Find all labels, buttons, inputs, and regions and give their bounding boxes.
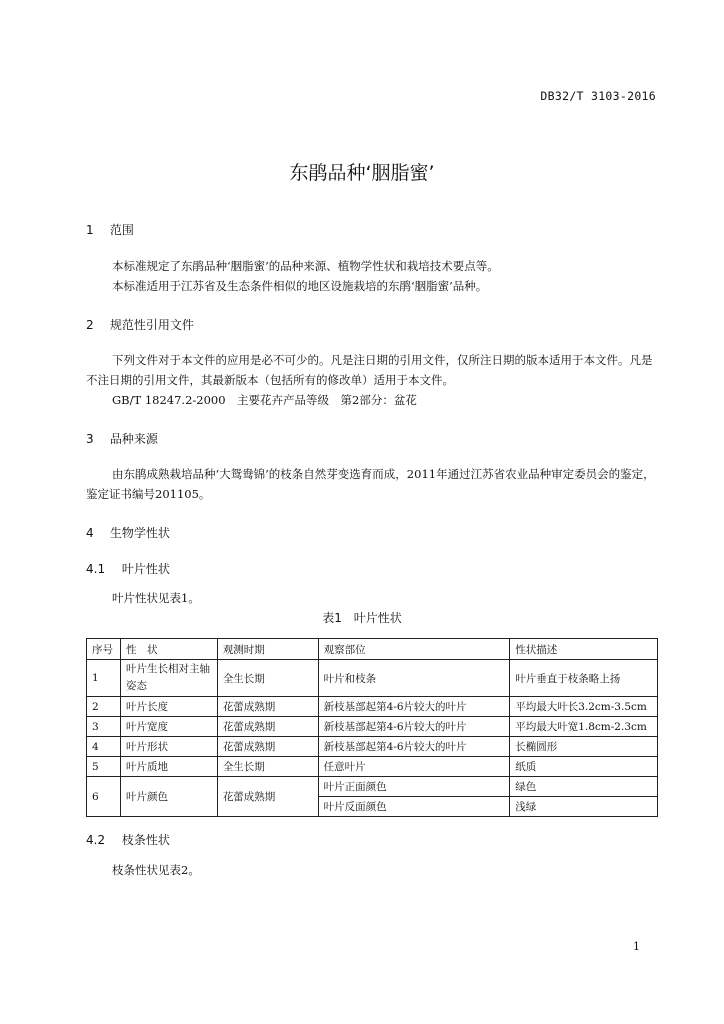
cell-part: 叶片和枝条: [318, 660, 510, 697]
section-number: 4.1: [86, 562, 106, 576]
cell-trait: 叶片颜色: [120, 777, 217, 817]
cell-no: 4: [87, 737, 121, 757]
cell-part: 叶片正面颜色: [318, 777, 510, 797]
cell-part: 叶片反面颜色: [318, 797, 510, 817]
column-header: 序号: [87, 639, 121, 660]
table-1-caption: [0, 609, 724, 626]
cell-period: 花蕾成熟期: [217, 717, 318, 737]
section-1-paragraph-1: 本标准规定了东鹃品种‘胭脂蜜’的品种来源、植物学性状和栽培技术要点等。: [112, 259, 499, 273]
cell-no: 1: [87, 660, 121, 697]
cell-period: 花蕾成熟期: [217, 777, 318, 817]
table-caption-number: 表1: [322, 611, 342, 625]
section-title: 叶片性状: [121, 562, 170, 576]
section-number: 4.2: [86, 833, 106, 847]
section-2-paragraph-1: 下列文件对于本文件的应用是必不可少的。凡是注日期的引用文件，仅所注日期的版本适用于本文件。凡是不注日期的引用文件，其最新版本（包括所有的修改单）适用于本文件。: [86, 353, 653, 387]
table-row: [87, 660, 658, 697]
section-1-paragraph-2: 本标准适用于江苏省及生态条件相似的地区设施栽培的东鹃‘胭脂蜜’品种。: [112, 279, 488, 293]
leaf-traits-table: [86, 638, 658, 817]
cell-trait: 叶片形状: [120, 737, 217, 757]
section-2-reference: GB/T 18247.2-2000 主要花卉产品等级 第2部分：盆花: [112, 393, 417, 407]
cell-trait: 叶片长度: [120, 697, 217, 717]
cell-no: 3: [87, 717, 121, 737]
section-title: 品种来源: [109, 432, 158, 446]
page-number: 1: [633, 940, 640, 953]
section-number: 2: [86, 318, 94, 332]
cell-part: 任意叶片: [318, 757, 510, 777]
section-4-2-paragraph-1: 枝条性状见表2。: [112, 863, 200, 877]
cell-part: 新枝基部起第4-6片较大的叶片: [318, 717, 510, 737]
cell-trait: 叶片宽度: [120, 717, 217, 737]
cell-no: 6: [87, 777, 121, 817]
column-header: 观测时期: [217, 639, 318, 660]
cell-desc: 平均最大叶长3.2cm-3.5cm: [510, 697, 658, 717]
cell-desc: 叶片垂直于枝条略上扬: [510, 660, 658, 697]
column-header: 性状描述: [510, 639, 658, 660]
section-1-heading: [86, 221, 134, 238]
cell-period: 花蕾成熟期: [217, 737, 318, 757]
cell-no: 5: [87, 757, 121, 777]
cell-part: 新枝基部起第4-6片较大的叶片: [318, 737, 510, 757]
table-row: [87, 697, 658, 717]
cell-period: 全生长期: [217, 660, 318, 697]
section-title: 枝条性状: [121, 833, 170, 847]
cell-no: 2: [87, 697, 121, 717]
column-header: 观察部位: [318, 639, 510, 660]
cell-desc: 浅绿: [510, 797, 658, 817]
table-row: [87, 757, 658, 777]
section-title: 规范性引用文件: [109, 318, 194, 332]
table-row: [87, 737, 658, 757]
cell-period: 全生长期: [217, 757, 318, 777]
standard-code: DB32/T 3103-2016: [540, 89, 656, 103]
section-2-heading: [86, 316, 194, 333]
table-caption-title: 叶片性状: [353, 611, 402, 625]
section-4-2-heading: [86, 831, 170, 848]
cell-part: 新枝基部起第4-6片较大的叶片: [318, 697, 510, 717]
section-3-heading: [86, 430, 158, 447]
cell-period: 花蕾成熟期: [217, 697, 318, 717]
cell-desc: 绿色: [510, 777, 658, 797]
section-4-1-paragraph-1: 叶片性状见表1。: [112, 591, 200, 605]
section-number: 4: [86, 526, 94, 540]
section-number: 1: [86, 223, 94, 237]
table-header-row: [87, 639, 658, 660]
cell-trait: 叶片生长相对主轴姿态: [120, 660, 217, 697]
section-4-heading: [86, 524, 170, 541]
cell-desc: 纸质: [510, 757, 658, 777]
cell-desc: 平均最大叶宽1.8cm-2.3cm: [510, 717, 658, 737]
section-3-paragraph-1: 由东鹃成熟栽培品种‘大鸳鸯锦’的枝条自然芽变选育而成，2011年通过江苏省农业品种审定委员会的鉴定，鉴定证书编号201105。: [86, 467, 655, 501]
section-number: 3: [86, 432, 94, 446]
section-title: 生物学性状: [109, 526, 170, 540]
table-row: [87, 717, 658, 737]
table-row: [87, 777, 658, 797]
column-header: 性 状: [120, 639, 217, 660]
section-title: 范围: [109, 223, 134, 237]
cell-trait: 叶片质地: [120, 757, 217, 777]
document-title: 东鹃品种‘胭脂蜜’: [289, 162, 435, 184]
section-4-1-heading: [86, 560, 170, 577]
cell-desc: 长椭圆形: [510, 737, 658, 757]
